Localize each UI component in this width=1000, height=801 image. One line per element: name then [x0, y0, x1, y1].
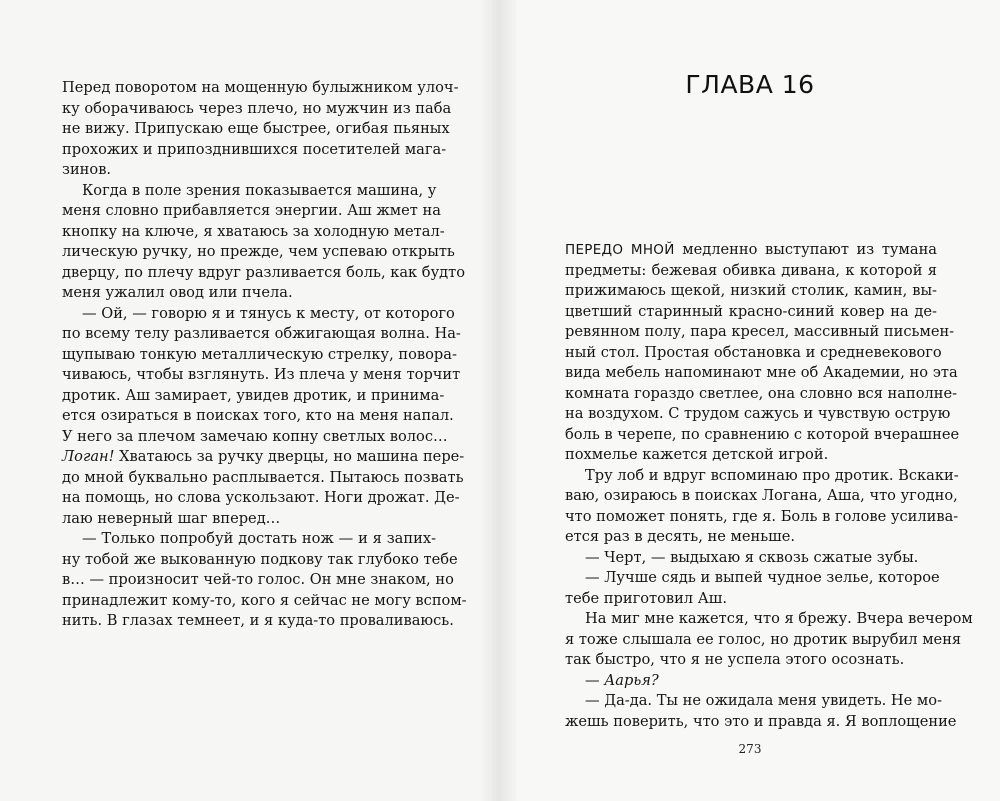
text-line: дротик. Аш замирает, увидев дротик, и принима-: [62, 386, 445, 404]
text-line: нить. В глазах темнеет, и я куда-то проваливаюсь.: [62, 612, 454, 629]
text-line: — Да-да. Ты не ожидала меня увидеть. Не мо-: [585, 692, 942, 709]
text-line: — Только попробуй достать нож — и я запих-: [82, 530, 436, 547]
text-line: щупываю тонкую металлическую стрелку, повора-: [62, 345, 457, 363]
text-line: На миг мне кажется, что я брежу. Вчера вечером: [585, 610, 973, 627]
text-line: ваю, озираюсь в поисках Логана, Аша, что угодно,: [565, 487, 958, 504]
text-line: не вижу. Припускаю еще быстрее, огибая пьяных: [62, 120, 450, 137]
book-gutter: [480, 0, 520, 801]
text-line: лическую ручку, но прежде, чем успеваю открыть: [62, 243, 455, 260]
right-page-text: [565, 240, 973, 732]
text-line: по всему телу разливается обжигающая волна. На-: [62, 325, 461, 342]
text-line: [62, 447, 465, 468]
text-line: ку оборачиваюсь через плечо, но мужчин из паба: [62, 99, 452, 117]
text-line: — Лучше сядь и выпей чудное зелье, которое: [585, 569, 940, 586]
text-line: чиваюсь, чтобы взглянуть. Из плеча у меня торчит: [62, 366, 461, 383]
text-line: У него за плечом замечаю копну светлых волос…: [62, 427, 448, 445]
text-line: прижимаюсь щекой, низкий столик, камин, вы-: [565, 282, 937, 299]
text-line: до мной буквально расплывается. Пытаюсь позвать: [62, 468, 464, 486]
text-line: лаю неверный шаг вперед…: [62, 509, 281, 527]
text-line: тебе приготовил Аш.: [565, 589, 727, 607]
text-line: боль в черепе, по сравнению с которой вчерашнее: [565, 425, 960, 443]
text-line: принадлежит кому-то, кого я сейчас не могу вспом-: [62, 591, 467, 609]
chapter-title: ГЛАВА 16: [685, 70, 815, 99]
opening-smallcaps: ПЕРЕДО МНОЙ: [565, 242, 675, 258]
text-line: [565, 671, 937, 692]
text-line: комната гораздо светлее, она словно вся наполне-: [565, 384, 958, 402]
text-line: меня ужалил овод или пчела.: [62, 284, 293, 301]
text-line: меня словно прибавляется энергии. Аш жмет на: [62, 202, 441, 219]
page-number: 273: [738, 742, 762, 756]
text-line: ный стол. Простая обстановка и средневекового: [565, 343, 942, 361]
text-line: ется озираться в поисках того, кто на меня напал.: [62, 407, 454, 424]
text-line: — Черт, — выдыхаю я сквозь сжатые зубы.: [585, 548, 919, 566]
emphasis-aarya: Аарья?: [604, 671, 659, 689]
text-line: похмелье кажется детской игрой.: [565, 446, 829, 463]
text-line: — Ой, — говорю я и тянусь к месту, от которого: [82, 304, 455, 322]
text-line: жешь поверить, что это и правда я. Я воплощение: [565, 712, 957, 730]
text-line: предметы: бежевая обивка дивана, к которой я: [565, 261, 937, 279]
text-line: вида мебель напоминают мне об Академии, но эта: [565, 364, 958, 381]
text-line: ревянном полу, пара кресел, массивный письмен-: [565, 323, 955, 340]
text-line: прохожих и припозднившихся посетителей мага-: [62, 140, 447, 158]
text-line: в… — произносит чей-то голос. Он мне знаком, но: [62, 571, 454, 588]
text-line: Тру лоб и вдруг вспоминаю про дротик. Вскаки-: [585, 466, 959, 484]
opening-line: [565, 240, 937, 261]
text-line: зинов.: [62, 161, 112, 178]
text-line: ется раз в десять, не меньше.: [565, 528, 796, 545]
text-line: дверцу, по плечу вдруг разливается боль, как будто: [62, 263, 466, 281]
text-line: на воздухом. С трудом сажусь и чувствую острую: [565, 405, 951, 422]
dialogue-dash: —: [585, 671, 605, 689]
emphasis-logan: Логан!: [62, 448, 115, 465]
opening-rest: медленно выступают из тумана: [674, 241, 938, 258]
text-line: Когда в поле зрения показывается машина, у: [82, 181, 437, 199]
text-line: я тоже слышала ее голос, но дротик вырубил меня: [565, 630, 962, 648]
text-line: ну тобой же выкованную подкову так глубоко тебе: [62, 550, 458, 568]
line-continuation: Хватаюсь за ручку дверцы, но машина пере-: [114, 448, 465, 465]
text-line: что поможет понять, где я. Боль в голове усилива-: [565, 507, 959, 525]
left-page-text: [62, 78, 467, 632]
text-line: так быстро, что я не успела этого осознать.: [565, 651, 905, 668]
text-line: цветший старинный красно-синий ковер на де-: [565, 302, 937, 320]
text-line: на помощь, но слова ускользают. Ноги дрожат. Де-: [62, 489, 460, 506]
right-page: [500, 0, 1000, 801]
text-line: Перед поворотом на мощенную булыжником улоч-: [62, 79, 459, 96]
text-line: кнопку на ключе, я хватаюсь за холодную метал-: [62, 222, 445, 240]
